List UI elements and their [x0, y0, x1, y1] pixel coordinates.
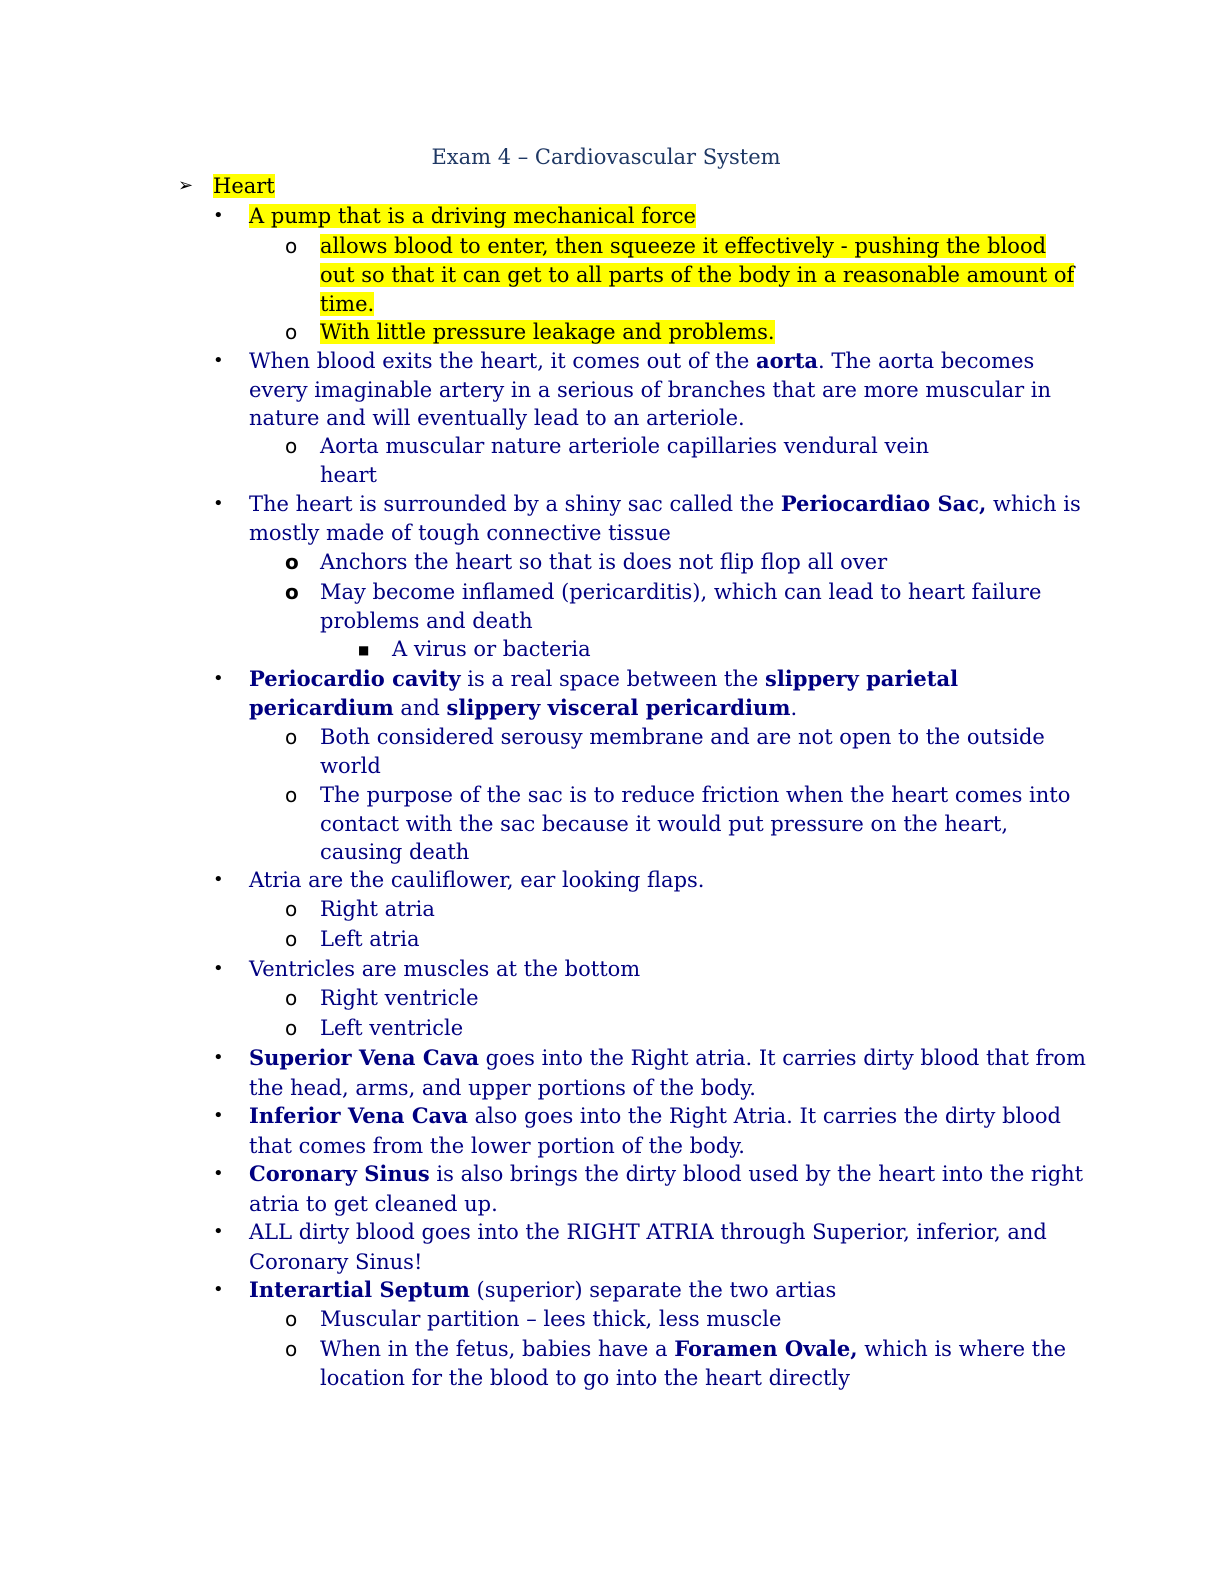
sub-list-item: Left atria — [320, 927, 420, 951]
list-item-cont: every imaginable artery in a serious of branches that are more muscular in — [249, 378, 1052, 402]
sub-list-item: The purpose of the sac is to reduce friction when the heart comes into — [320, 783, 1071, 807]
list-item-cont: atria to get cleaned up. — [249, 1192, 498, 1216]
circle-bullet-icon: o — [285, 550, 299, 574]
bullet-icon: • — [213, 205, 224, 226]
list-item: Coronary Sinus is also brings the dirty blood used by the heart into the right — [249, 1161, 1084, 1186]
list-item: ALL dirty blood goes into the RIGHT ATRIA through Superior, inferior, and — [249, 1220, 1047, 1244]
sub-list-item: Right atria — [320, 897, 435, 921]
circle-bullet-icon: o — [285, 234, 298, 258]
sub-list-item-cont: location for the blood to go into the heart directly — [320, 1366, 851, 1390]
list-item-cont: the head, arms, and upper portions of the body. — [249, 1076, 756, 1100]
circle-bullet-icon: o — [285, 1016, 298, 1040]
sub-list-item: May become inflamed (pericarditis), which can lead to heart failure — [320, 580, 1042, 604]
circle-bullet-icon: o — [285, 580, 299, 604]
bullet-icon: • — [213, 1221, 224, 1242]
arrow-bullet-icon: ➢ — [178, 175, 194, 196]
circle-bullet-icon: o — [285, 783, 298, 807]
list-item-cont: mostly made of tough connective tissue — [249, 521, 671, 545]
circle-bullet-icon: o — [285, 1307, 298, 1331]
document-title: Exam 4 – Cardiovascular System — [431, 145, 781, 169]
list-item-cont: nature and will eventually lead to an arteriole. — [249, 406, 745, 430]
bullet-icon: • — [213, 493, 224, 514]
sub-list-item: With little pressure leakage and problems. — [320, 320, 775, 344]
sub-list-item-cont: world — [320, 754, 381, 778]
list-item: When blood exits the heart, it comes out of the aorta. The aorta becomes — [249, 348, 1035, 373]
bullet-icon: • — [213, 1105, 224, 1126]
list-item: Inferior Vena Cava also goes into the Right Atria. It carries the dirty blood — [249, 1103, 1061, 1128]
list-item-cont: Coronary Sinus! — [249, 1250, 423, 1274]
sub-list-item-cont: contact with the sac because it would put pressure on the heart, — [320, 812, 1009, 836]
circle-bullet-icon: o — [285, 320, 298, 344]
circle-bullet-icon: o — [285, 1337, 298, 1361]
sub-list-item: When in the fetus, babies have a Foramen Ovale, which is where the — [320, 1336, 1067, 1361]
sub-list-item-cont: out so that it can get to all parts of the body in a reasonable amount of — [320, 263, 1075, 287]
list-item: A pump that is a driving mechanical force — [249, 204, 696, 228]
circle-bullet-icon: o — [285, 725, 298, 749]
sub-sub-list-item: A virus or bacteria — [392, 637, 591, 661]
bullet-icon: • — [213, 1047, 224, 1068]
circle-bullet-icon: o — [285, 986, 298, 1010]
circle-bullet-icon: o — [285, 897, 298, 921]
sub-list-item: Right ventricle — [320, 986, 479, 1010]
sub-list-item: allows blood to enter, then squeeze it effectively - pushing the blood — [320, 234, 1047, 258]
list-item: The heart is surrounded by a shiny sac called the Periocardiao Sac, which is — [249, 491, 1081, 516]
bullet-icon: • — [213, 350, 224, 371]
list-item: Superior Vena Cava goes into the Right atria. It carries dirty blood that from — [249, 1045, 1086, 1070]
list-item: Atria are the cauliflower, ear looking flaps. — [249, 868, 705, 892]
sub-list-item: Both considered serousy membrane and are not open to the outside — [320, 725, 1045, 749]
list-item: Interartial Septum (superior) separate the two artias — [249, 1277, 837, 1302]
sub-list-item-cont: heart — [320, 463, 377, 487]
bullet-icon: • — [213, 1279, 224, 1300]
sub-list-item-cont: time. — [320, 292, 375, 316]
bullet-icon: • — [213, 668, 224, 689]
circle-bullet-icon: o — [285, 434, 298, 458]
list-item: Ventricles are muscles at the bottom — [249, 957, 641, 981]
bullet-icon: • — [213, 1163, 224, 1184]
sub-list-item-cont: problems and death — [320, 609, 533, 633]
heart-heading: Heart — [213, 174, 275, 198]
list-item-cont: pericardium and slippery visceral pericardium. — [249, 695, 798, 720]
sub-list-item: Anchors the heart so that is does not flip flop all over — [320, 550, 888, 574]
sub-list-item: Aorta muscular nature arteriole capillaries vendural vein — [320, 434, 930, 458]
bullet-icon: • — [213, 869, 224, 890]
square-bullet-icon: ■ — [358, 643, 370, 657]
list-item: Periocardio cavity is a real space between the slippery parietal — [249, 666, 959, 691]
circle-bullet-icon: o — [285, 927, 298, 951]
list-item-cont: that comes from the lower portion of the body. — [249, 1134, 745, 1158]
sub-list-item-cont: causing death — [320, 840, 470, 864]
sub-list-item: Left ventricle — [320, 1016, 464, 1040]
sub-list-item: Muscular partition – lees thick, less muscle — [320, 1307, 782, 1331]
bullet-icon: • — [213, 958, 224, 979]
